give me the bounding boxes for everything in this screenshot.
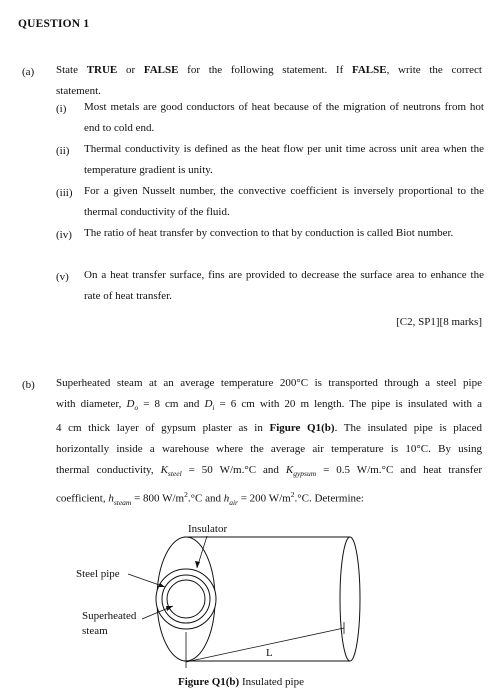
- item-number-v: (v): [56, 271, 69, 283]
- steel-pipe-inner-ring: [167, 580, 205, 618]
- item-text-v: On a heat transfer surface, fins are provided to decrease the surface area to enhance the rate of heat transfer.: [84, 269, 484, 302]
- part-b-line-4: horizontally inside a warehouse where the average air temperature is 10°C. By using: [56, 443, 482, 456]
- item-text-iv: The ratio of heat transfer by convection to that by conduction is called Biot number.: [84, 227, 454, 239]
- figure-caption: Figure Q1(b) Insulated pipe: [178, 676, 304, 688]
- item-number-ii: (ii): [56, 145, 70, 157]
- part-a-instruction: [56, 60, 482, 102]
- length-label: L: [266, 647, 273, 659]
- part-a-marks: [C2, SP1][8 marks]: [396, 316, 482, 328]
- insulator-label: Insulator: [188, 523, 228, 535]
- true-word: TRUE: [86, 64, 118, 76]
- steam-label-line-1: Superheated: [82, 610, 137, 622]
- item-number-i: (i): [56, 103, 67, 115]
- part-b-line-6: coefficient, $h_{steam} = 800$ $W/m^2.^\circ C$ and $h_{air} = 200$ $W/m^2.^\circ C$. Determine:: [56, 490, 364, 508]
- pipe-far-end: [340, 537, 360, 661]
- item-number-iii: (iii): [56, 187, 73, 199]
- item-text-i: Most metals are good conductors of heat because of the migration of neutrons from hot end to cold end.: [84, 101, 484, 134]
- insulated-pipe-figure: [0, 500, 500, 700]
- part-a-instruction-line2: statement.: [56, 85, 101, 97]
- part-b-line-1: Superheated steam at an average temperature 200°C is transported through a steel pipe: [56, 377, 482, 389]
- item-number-iv: (iv): [56, 229, 72, 241]
- part-b-label: (b): [22, 379, 35, 391]
- part-b-line-3: 4 cm thick layer of gypsum plaster as in Figure Q1(b). The insulated pipe is placed: [56, 422, 482, 435]
- item-text-iii: For a given Nusselt number, the convective coefficient is inversely proportional to the thermal conductivity of the fluid.: [84, 185, 484, 218]
- question-title: QUESTION 1: [18, 18, 90, 30]
- false-word: FALSE: [143, 64, 179, 76]
- steam-label-line-2: steam: [82, 625, 108, 637]
- part-b-paragraph: [56, 373, 482, 513]
- part-b-line-5: thermal conductivity, $K_{steel} = 50$ W/m.°C and $K_{gypsum} = 0.5$ W/m.°C and heat transfer: [56, 464, 482, 479]
- item-text-ii: Thermal conductivity is defined as the heat flow per unit time across unit area when the temperature gradient is unity.: [84, 143, 484, 176]
- part-b-line-2: with diameter, $D_o = 8$ cm and $D_i = 6$ cm with 20 m length. The pipe is insulated with a: [56, 398, 482, 413]
- steel-pipe-label: Steel pipe: [76, 568, 120, 580]
- false-word-2: FALSE: [351, 64, 387, 76]
- part-a-label: (a): [22, 66, 35, 78]
- part-a-instruction-line1: State TRUE or FALSE for the following statement. If FALSE, write the correct: [56, 64, 482, 76]
- figure-reference: Figure Q1(b): [269, 422, 335, 435]
